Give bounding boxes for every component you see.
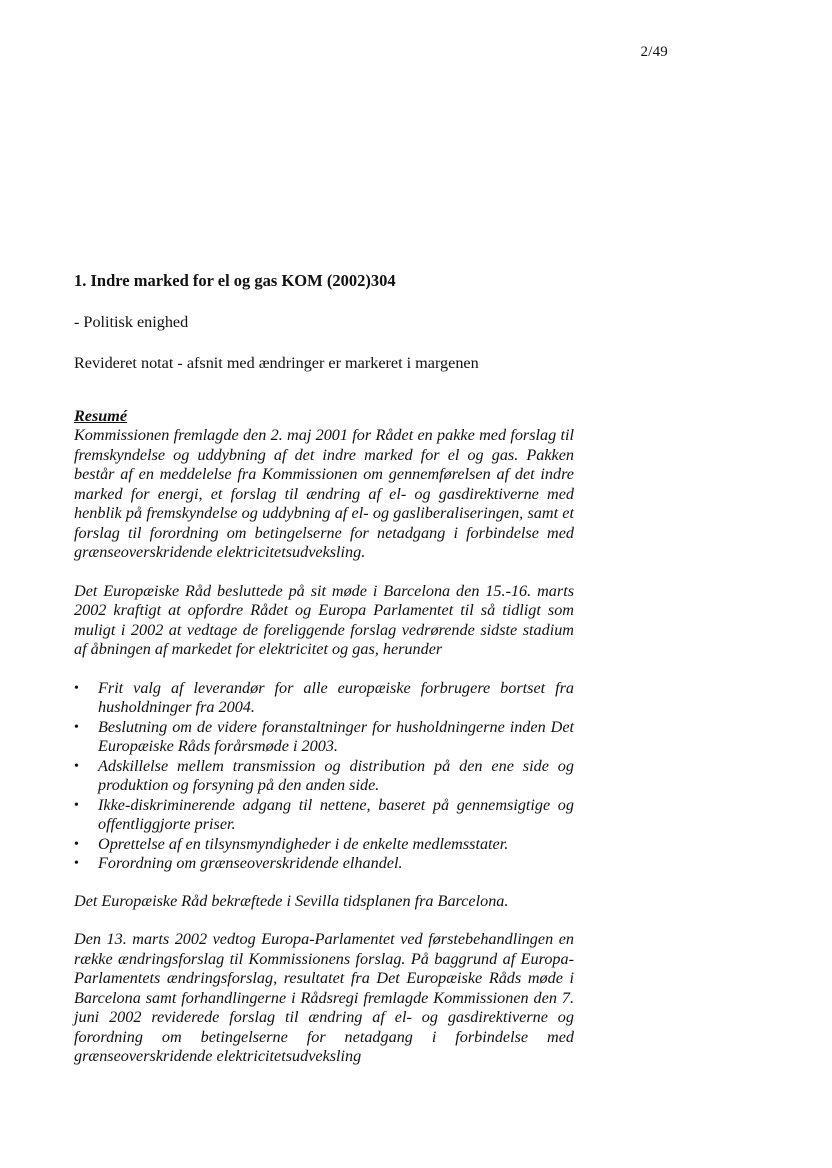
paragraph-4: Den 13. marts 2002 vedtog Europa-Parlamentet ved førstebehandlingen en række ændringsforslag til Kommissionens forslag. På baggrund af Europa-Parlamentets ændringsforslag, resultatet fra Det Europæiske Råds møde i Barcelona samt forhandlingerne i Rådsregi fremlagde Kommissionen den 7. juni 2002 reviderede forslag til ændring af el- og gasdirektiverne og forordning om betingelserne for netadgang i forbindelse med grænseoverskridende elektricitetsudveksling <box>74 930 574 1065</box>
list-item <box>74 679 574 718</box>
list-item-text: Ikke-diskriminerende adgang til nettene, baseret på gennemsigtige og offentliggjorte priser. <box>98 795 574 833</box>
paragraph-3: Det Europæiske Råd bekræftede i Sevilla tidsplanen fra Barcelona. <box>74 891 509 910</box>
list-item <box>74 854 574 874</box>
bullet-icon: • <box>74 856 79 871</box>
subheading: - Politisk enighed <box>74 313 189 331</box>
bullet-icon: • <box>74 836 79 852</box>
list-item <box>74 796 574 835</box>
bullet-icon: • <box>74 758 79 774</box>
list-item-text: Oprettelse af en tilsynsmyndigheder i de enkelte medlemsstater. <box>98 834 509 853</box>
resume-title: Resumé <box>74 407 128 425</box>
section-heading: 1. Indre marked for el og gas KOM (2002)304 <box>74 271 396 290</box>
document-body <box>74 270 574 1086</box>
list-item-text: Adskillelse mellem transmission og distribution på den ene side og produktion og forsyning på den anden side. <box>98 756 574 794</box>
bullet-icon: • <box>74 797 79 813</box>
page-number: 2/49 <box>640 44 668 60</box>
bullet-icon: • <box>74 719 79 735</box>
list-item <box>74 718 574 757</box>
bullet-list <box>74 679 574 874</box>
bullet-icon: • <box>74 680 79 696</box>
list-item <box>74 757 574 796</box>
paragraph-1: Kommissionen fremlagde den 2. maj 2001 for Rådet en pakke med forslag til fremskyndelse og uddybning af det indre marked for el og gas. Pakken består af en meddelelse fra Kommissionen om gennemførelsen af det indre marked for energi, et forslag til ændring af el- og gasdirektiverne med henblik på fremskyndelse og uddybning af el- og gasliberaliseringen, samt et forslag til forordning om betingelserne for netadgang i forbindelse med grænseoverskridende elektricitetsudveksling. <box>74 426 574 561</box>
list-item-text: Forordning om grænseoverskridende elhandel. <box>98 854 403 872</box>
revision-note: Revideret notat - afsnit med ændringer er markeret i margenen <box>74 354 479 372</box>
paragraph-2: Det Europæiske Råd besluttede på sit møde i Barcelona den 15.-16. marts 2002 kraftigt at opfordre Rådet og Europa Parlamentet til så tidligt som muligt i 2002 at vedtage de foreliggende forslag vedrørende sidste stadium af åbningen af markedet for elektricitet og gas, herunder <box>74 581 574 658</box>
list-item-text: Beslutning om de videre foranstaltninger for husholdningerne inden Det Europæiske Råds forårsmøde i 2003. <box>98 717 574 755</box>
list-item-text: Frit valg af leverandør for alle europæiske forbrugere bortset fra husholdninger fra 2004. <box>98 678 574 716</box>
list-item <box>74 835 574 855</box>
